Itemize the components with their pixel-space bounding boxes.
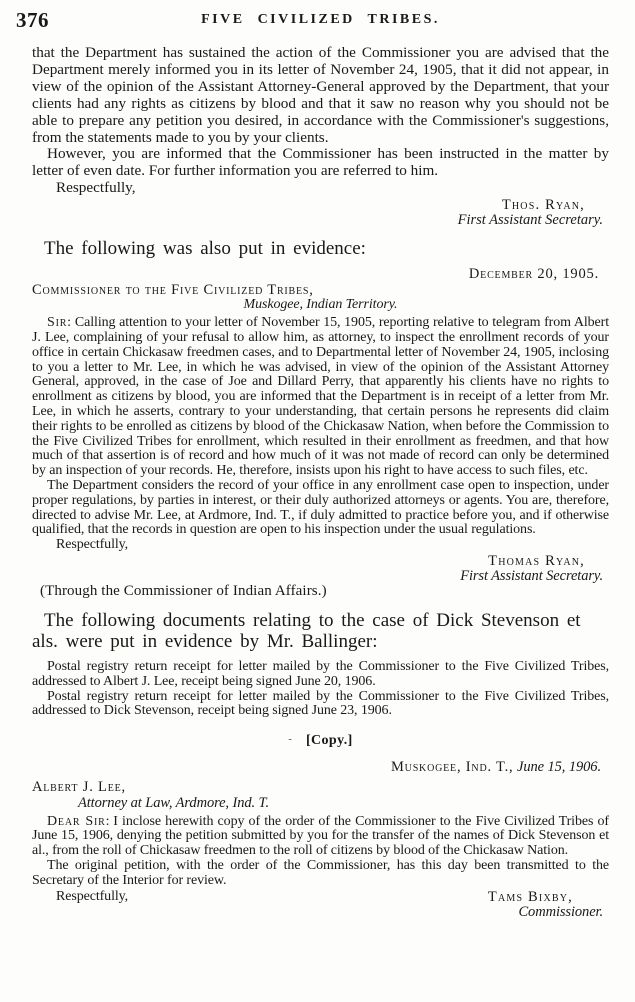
signature-name: Thomas Ryan, xyxy=(488,552,585,569)
letter-addressee: Albert J. Lee, xyxy=(32,778,126,795)
copy-marker-tick: - xyxy=(288,733,292,746)
signature-block xyxy=(32,905,609,920)
letter-addressee: Commissioner to the Five Civilized Tribes, xyxy=(32,281,314,298)
section-heading: The following documents relating to the case of Dick Stevenson et als. were put in evidence by Mr. Ballinger: xyxy=(32,609,581,653)
page-number: 376 xyxy=(16,8,49,32)
routing-note: (Through the Commissioner of Indian Affairs.) xyxy=(40,583,327,600)
letter-paragraph: that the Department has sustained the action of the Commissioner you are advised that the Department merely informed you in its letter of November 24, 1905, that it did not appear, in view of the opinion of the Assistant Attorney-General approved by the Department, that your clients had any rights as citizens by blood and that it saw no reason why you should not be able to prepare any petition you desired, in accordance with the Commissioner's suggestions, from the statements made to you by your clients. xyxy=(32,44,609,146)
letter-ryan-december xyxy=(32,267,609,599)
letter-dateline-place: Muskogee, Ind. T., xyxy=(390,759,514,776)
signature-name: Tams Bixby, xyxy=(487,888,573,905)
letter-closing: Respectfully, xyxy=(56,888,129,904)
letter-addressee-place: Muskogee, Indian Territory. xyxy=(243,297,398,313)
letter-paragraph-text: Calling attention to your letter of November 15, 1905, reporting relative to telegram from Albert J. Lee, complaining of your refusal to allow him, as attorney, to inspect the enrollment records of your office in certain Chickasaw freedmen cases, and to Departmental letter of November 24, 1905, inclosing to you a letter to Mr. Lee, in which he was advised, in view of the opinion of the Assistant Attorney General, approved, in the case of Joe and Dillard Perry, that apparently his clients have no rights to enrollment as citizens by blood, you are informed that the Department is in receipt of a letter from Mr. Lee, in which he asserts, contrary to your understanding, that certain persons he represents did claim their rights to be enrolled as citizens by blood of the Chickasaw Nation, when before the Commission to the Five Civilized Tribes for enrollment, which resulted in their enrollment as freedmen, and that how much of that assertion is of record and how much of it was not made of record can only be determined by an inspection of your records. He, therefore, insists upon his right to have access to such files, etc. xyxy=(32,315,609,479)
letter-salutation: Dear Sir: xyxy=(47,813,111,829)
signature-title: First Assistant Secretary. xyxy=(460,567,603,584)
evidence-item: Postal registry return receipt for letter mailed by the Commissioner to the Five Civilized Tribes, addressed to Albert J. Lee, receipt being signed June 20, 1906. xyxy=(32,658,609,689)
letter-bixby xyxy=(32,760,609,920)
letter-paragraph: However, you are informed that the Commissioner has been instructed in the matter by letter of even date. For further information you are referred to him. xyxy=(32,145,609,180)
letter-closing: Respectfully, xyxy=(56,179,136,197)
letter-salutation: Sir: xyxy=(47,315,72,331)
letter-paragraph: The original petition, with the order of the Commissioner, has this day been transmitted to the Secretary of the Interior for review. xyxy=(32,857,609,888)
signature-name: Thos. Ryan, xyxy=(501,197,585,214)
closing-signature-row xyxy=(32,890,609,905)
letter-paragraph xyxy=(32,815,609,859)
running-head xyxy=(16,8,609,34)
letter-date: December 20, 1905. xyxy=(468,265,599,282)
copy-marker-label: [Copy.] xyxy=(305,733,353,749)
letter-paragraph-text: I inclose herewith copy of the order of the Commissioner to the Five Civilized Tribes of June 15, 1906, denying the petition submitted by you for the transfer of the names of Dick Stevenson et al., from the roll of Chickasaw freedmen to the roll of citizens by blood of the Chickasaw Nation. xyxy=(32,813,609,859)
letter-addressee-title: Attorney at Law, Ardmore, Ind. T. xyxy=(78,794,269,811)
letter-closing: Respectfully, xyxy=(56,537,129,553)
copy-marker xyxy=(32,733,609,749)
signature-title: Commissioner. xyxy=(518,904,603,921)
signature-title: First Assistant Secretary. xyxy=(457,211,603,228)
signature-block xyxy=(32,198,609,227)
letter-dateline xyxy=(32,760,609,775)
letter-paragraph: The Department considers the record of your office in any enrollment case open to inspection, under proper regulations, by parties in interest, or their duly authorized attorneys or agents. You are, therefore, directed to advise Mr. Lee, at Ardmore, Ind. T., if duly admitted to practice before you, and if otherwise qualified, that the records in question are open to his inspection under the usual regulations. xyxy=(32,478,609,538)
section-heading: The following was also put in evidence: xyxy=(44,238,366,260)
letter-ryan-november xyxy=(32,45,609,227)
evidence-item: Postal registry return receipt for letter mailed by the Commissioner to the Five Civilized Tribes, addressed to Dick Stevenson, receipt being signed June 23, 1906. xyxy=(32,688,609,719)
signature-block xyxy=(32,554,609,583)
running-title: FIVE CIVILIZED TRIBES. xyxy=(201,12,440,27)
letter-paragraph xyxy=(32,316,609,479)
letter-dateline-date: June 15, 1906. xyxy=(517,759,601,776)
evidence-items xyxy=(32,660,609,719)
